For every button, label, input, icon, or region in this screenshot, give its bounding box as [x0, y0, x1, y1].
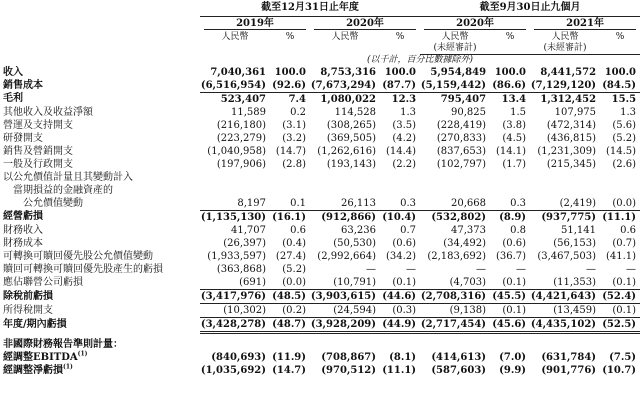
- row-label: [0, 276, 200, 290]
- amount-cell: [420, 338, 490, 351]
- percent-cell: 12.3: [391, 93, 417, 105]
- amount-cell: (102,797): [436, 158, 487, 170]
- percent-cell: (8.1): [389, 351, 417, 363]
- header-blank: [0, 31, 200, 43]
- percent-cell: (52.4): [600, 290, 640, 304]
- unit-rmb: 人民幣: [441, 31, 469, 42]
- row-label: [0, 132, 200, 145]
- amount-cell: [420, 171, 490, 184]
- amount-cell: (223,279): [216, 132, 266, 144]
- amount-cell: (363,868): [216, 263, 266, 275]
- row-label-text: 以公允價值計量且其變動計入: [3, 171, 133, 183]
- table-row: [0, 263, 640, 276]
- table-row: [0, 224, 640, 237]
- percent-cell: (34.2): [385, 250, 417, 262]
- amount-cell: (901,776): [541, 364, 597, 376]
- amount-cell: 11,589: [231, 106, 266, 118]
- row-label: [0, 106, 200, 119]
- year-label: 2020年: [424, 19, 526, 30]
- row-label: [0, 263, 200, 276]
- percent-cell: 1.3: [620, 106, 637, 118]
- amount-cell: —: [586, 263, 597, 275]
- percent-cell: —: [626, 263, 637, 275]
- amount-cell: (2,183,692): [427, 250, 487, 262]
- row-label-text: 贖回可轉換可贖回優先股產生的虧損: [3, 263, 163, 275]
- table-row: [0, 132, 640, 145]
- percent-cell: (3.2): [282, 132, 306, 144]
- row-label: [0, 158, 200, 171]
- percent-cell: (2.8): [282, 158, 306, 170]
- percent-cell: 0.2: [290, 106, 306, 118]
- unit-rmb: 人民幣: [551, 31, 579, 42]
- percent-cell: (0.3): [380, 304, 420, 318]
- amount-cell: (436,815): [546, 132, 597, 144]
- percent-cell: (4.5): [502, 132, 527, 144]
- row-label-text: 所得稅開支: [3, 304, 53, 316]
- percent-cell: —: [406, 263, 417, 275]
- table-row: [0, 304, 640, 318]
- header-blank: [0, 17, 200, 32]
- row-label: [0, 145, 200, 158]
- header-blank: [600, 43, 640, 55]
- percent-cell: [490, 338, 530, 351]
- row-label: [0, 237, 200, 250]
- percent-cell: (3.5): [392, 119, 417, 131]
- percent-cell: 1.5: [510, 106, 527, 118]
- percent-cell: (0.2): [270, 304, 310, 318]
- percent-cell: (0.1): [600, 304, 640, 318]
- percent-cell: (5.2): [612, 132, 637, 144]
- percent-cell: 0.8: [510, 224, 527, 236]
- amount-cell: (228,419): [436, 119, 487, 131]
- percent-cell: (14.7): [275, 145, 306, 157]
- row-label-text: 可轉換可贖回優先股公允價值變動: [3, 250, 153, 262]
- percent-cell: (16.1): [272, 211, 306, 223]
- percent-cell: 15.5: [611, 93, 637, 105]
- amount-cell: (6,516,954): [200, 79, 270, 93]
- amount-cell: (308,265): [326, 119, 376, 131]
- percent-cell: 0.7: [400, 224, 417, 236]
- percent-cell: (52.5): [600, 318, 640, 333]
- percent-cell: (3.8): [502, 119, 527, 131]
- amount-cell: (193,143): [326, 158, 376, 170]
- percent-cell: —: [516, 263, 527, 275]
- year-header: [200, 17, 310, 32]
- percent-cell: [490, 184, 530, 197]
- period-label: 截至12月31日止年度: [261, 2, 359, 13]
- amount-cell: (4,421,643): [530, 290, 600, 304]
- header-blank: [0, 0, 200, 17]
- row-label: [0, 224, 200, 237]
- amount-cell: (2,708,316): [420, 290, 490, 304]
- row-label-text: 一般及行政開支: [3, 158, 73, 170]
- table-row: [0, 184, 640, 197]
- row-label: [0, 93, 200, 107]
- row-label: [0, 318, 200, 333]
- table-row: [0, 276, 640, 290]
- percent-cell: (14.7): [272, 364, 306, 376]
- amount-cell: [310, 184, 380, 197]
- period-label: 截至9月30日止九個月: [479, 2, 581, 13]
- percent-cell: 0.3: [380, 197, 420, 211]
- year-label: 2019年: [204, 19, 306, 30]
- amount-cell: (472,314): [546, 119, 597, 131]
- amount-cell: (50,530): [333, 237, 376, 249]
- table-row: [0, 318, 640, 333]
- year-label: 2021年: [534, 19, 636, 30]
- percent-cell: (2.6): [612, 158, 637, 170]
- percent-cell: (0.0): [270, 276, 310, 290]
- amount-cell: (369,505): [326, 132, 376, 144]
- percent-cell: (0.1): [490, 304, 530, 318]
- percent-cell: (0.6): [502, 237, 527, 249]
- amount-cell: (2,992,664): [317, 250, 376, 262]
- amount-cell: 795,407: [440, 93, 487, 105]
- row-label: [0, 351, 200, 364]
- amount-cell: (708,867): [321, 351, 376, 363]
- amount-cell: (1,035,692): [200, 364, 266, 376]
- amount-cell: (970,512): [321, 364, 376, 376]
- amount-cell: (24,594): [310, 304, 380, 318]
- amount-cell: —: [366, 263, 376, 275]
- percent-cell: (11.1): [602, 211, 637, 223]
- percent-cell: (0.0): [600, 197, 640, 211]
- amount-cell: (1,040,958): [207, 145, 266, 157]
- percent-cell: (45.5): [490, 290, 530, 304]
- amount-cell: 7,040,361: [210, 66, 266, 78]
- amount-cell: (1,231,309): [537, 145, 597, 157]
- row-label-text: 除稅前虧損: [3, 290, 53, 302]
- percent-cell: (0.7): [612, 237, 637, 249]
- amount-cell: [530, 171, 600, 184]
- percent-cell: (48.5): [270, 290, 310, 304]
- amount-cell: (3,428,278): [200, 318, 270, 333]
- row-label: [0, 211, 200, 225]
- amount-cell: (2,717,454): [420, 318, 490, 333]
- amount-cell: (3,903,615): [310, 290, 380, 304]
- amount-cell: —: [476, 263, 487, 275]
- row-label-text: 應佔聯營公司虧損: [3, 276, 83, 288]
- row-label-text: 當期損益的金融資產的: [3, 184, 113, 196]
- percent-cell: [600, 171, 640, 184]
- amount-cell: (840,693): [211, 351, 266, 363]
- percent-cell: (44.6): [380, 290, 420, 304]
- unit-rmb: 人民幣: [331, 31, 359, 42]
- amount-cell: (691): [200, 276, 270, 290]
- percent-cell: (0.4): [282, 237, 306, 249]
- amount-cell: (4,435,102): [530, 318, 600, 333]
- table-row: [0, 79, 640, 93]
- year-header: [420, 17, 530, 32]
- table-row: [0, 250, 640, 263]
- row-label: [0, 250, 200, 263]
- row-label-text: 毛利: [3, 93, 23, 105]
- year-label: 2020年: [314, 19, 416, 30]
- amount-cell: 107,975: [554, 106, 597, 118]
- table-row: [0, 338, 640, 351]
- row-label-text: 財務收入: [3, 224, 43, 236]
- amount-cell: (26,397): [223, 237, 266, 249]
- header-blank: [200, 43, 420, 55]
- unit-pct: %: [395, 31, 405, 42]
- amount-cell: 63,236: [341, 224, 376, 236]
- percent-cell: (11.1): [382, 364, 417, 376]
- row-label: [0, 290, 200, 304]
- percent-cell: (86.6): [490, 79, 530, 93]
- table-row: [0, 171, 640, 184]
- percent-cell: 0.1: [270, 197, 310, 211]
- amount-cell: (4,703): [420, 276, 490, 290]
- percent-cell: (0.1): [490, 276, 530, 290]
- amount-cell: 8,441,572: [540, 66, 597, 78]
- percent-cell: (41.1): [605, 250, 637, 262]
- row-label-text: 年度/期內虧損: [3, 319, 67, 330]
- amount-cell: (270,833): [436, 132, 487, 144]
- amount-cell: 8,197: [200, 197, 270, 211]
- amount-cell: 1,312,452: [540, 93, 597, 105]
- row-label: [0, 304, 200, 318]
- amount-cell: 26,113: [310, 197, 380, 211]
- table-row: [0, 364, 640, 377]
- amount-cell: [530, 184, 600, 197]
- percent-cell: 0.6: [620, 224, 637, 236]
- amount-cell: 47,373: [451, 224, 487, 236]
- row-label-text: 經營虧損: [3, 211, 43, 223]
- year-header: [530, 17, 640, 32]
- percent-cell: [270, 171, 310, 184]
- percent-cell: (8.9): [499, 211, 527, 223]
- row-label: [0, 184, 200, 197]
- table-row: [0, 106, 640, 119]
- row-label-text: 銷售成本: [3, 79, 43, 91]
- row-label-text: 其他收入及收益淨額: [3, 106, 93, 118]
- amount-cell: (34,492): [443, 237, 487, 249]
- amount-cell: 51,141: [561, 224, 597, 236]
- percent-cell: 1.3: [400, 106, 417, 118]
- amount-cell: (56,153): [553, 237, 597, 249]
- row-label: [0, 119, 200, 132]
- percent-cell: (44.9): [380, 318, 420, 333]
- percent-cell: [270, 184, 310, 197]
- percent-cell: (0.1): [600, 276, 640, 290]
- amount-cell: 5,954,849: [430, 66, 487, 78]
- percent-cell: [380, 171, 420, 184]
- percent-cell: 100.0: [274, 66, 306, 78]
- table-row: [0, 93, 640, 107]
- footnote-marker: (1): [63, 363, 73, 371]
- percent-cell: 7.4: [288, 93, 306, 105]
- amount-cell: (3,467,503): [537, 250, 597, 262]
- table-row: [0, 145, 640, 158]
- table-row: [0, 158, 640, 171]
- percent-cell: [270, 338, 310, 351]
- unaudited-label: (未經審計): [420, 43, 490, 55]
- percent-cell: (14.5): [605, 145, 637, 157]
- table-row: [0, 119, 640, 132]
- percent-cell: (14.4): [385, 145, 417, 157]
- percent-cell: [600, 184, 640, 197]
- period-header-nine-months: [420, 0, 640, 17]
- percent-cell: (5.2): [282, 263, 306, 275]
- footnote-marker: (1): [77, 350, 88, 358]
- amount-cell: (2,419): [530, 197, 600, 211]
- amount-cell: (197,906): [216, 158, 266, 170]
- unit-pct: %: [505, 31, 515, 42]
- amount-cell: (10,302): [200, 304, 270, 318]
- row-label: [0, 66, 200, 79]
- table-row: [0, 351, 640, 364]
- amount-cell: [200, 171, 270, 184]
- percent-cell: 13.4: [501, 93, 527, 105]
- row-label: [0, 171, 200, 184]
- amount-cell: [200, 338, 270, 351]
- row-label: [0, 197, 200, 211]
- amount-cell: 1,080,022: [320, 93, 376, 105]
- percent-cell: (11.9): [272, 351, 306, 363]
- percent-cell: (7.0): [499, 351, 527, 363]
- amount-cell: 8,753,316: [320, 66, 376, 78]
- year-header: [310, 17, 420, 32]
- percent-cell: 0.3: [490, 197, 530, 211]
- percent-cell: (27.4): [275, 250, 306, 262]
- percent-cell: (2.2): [392, 158, 417, 170]
- amount-cell: (5,159,442): [420, 79, 490, 93]
- unit-pct: %: [615, 31, 625, 42]
- percent-cell: 100.0: [384, 66, 417, 78]
- percent-cell: (3.1): [282, 119, 306, 131]
- header-blank: [0, 55, 200, 67]
- percent-cell: [380, 184, 420, 197]
- row-label-text: 銷售及營銷開支: [3, 145, 73, 157]
- row-label: [0, 364, 200, 377]
- unit-pct: %: [285, 31, 295, 42]
- header-blank: [490, 43, 530, 55]
- amount-cell: [530, 338, 600, 351]
- percent-cell: 100.0: [494, 66, 527, 78]
- amount-cell: (587,603): [431, 364, 487, 376]
- amount-cell: (414,613): [431, 351, 487, 363]
- percent-cell: (36.7): [495, 250, 527, 262]
- amount-cell: 523,407: [220, 93, 266, 105]
- amount-cell: (10,791): [310, 276, 380, 290]
- percent-cell: (5.6): [612, 119, 637, 131]
- amount-cell: (3,417,976): [200, 290, 270, 304]
- row-label-text: 營運及支持開支: [3, 119, 73, 131]
- percent-cell: (7.5): [609, 351, 637, 363]
- percent-cell: (1.7): [502, 158, 527, 170]
- amount-cell: (216,180): [216, 119, 266, 131]
- percent-cell: (10.7): [602, 364, 637, 376]
- percent-cell: (48.7): [270, 318, 310, 333]
- amount-cell: [310, 338, 380, 351]
- table-row: [0, 290, 640, 304]
- percent-cell: 0.6: [290, 224, 306, 236]
- amount-cell: (9,138): [420, 304, 490, 318]
- amount-cell: 41,707: [231, 224, 266, 236]
- percent-cell: [380, 338, 420, 351]
- amount-cell: (11,353): [530, 276, 600, 290]
- amount-cell: 90,825: [451, 106, 487, 118]
- unit-rmb: 人民幣: [221, 31, 249, 42]
- percent-cell: (87.7): [380, 79, 420, 93]
- percent-cell: (4.2): [392, 132, 417, 144]
- table-row: [0, 66, 640, 79]
- row-label-text: 研發開支: [3, 132, 43, 144]
- table-row: [0, 197, 640, 211]
- row-label-text: 財務成本: [3, 237, 43, 249]
- amount-cell: (7,129,120): [530, 79, 600, 93]
- amount-cell: [310, 171, 380, 184]
- unaudited-label: (未經審計): [530, 43, 600, 55]
- header-blank: [0, 43, 200, 55]
- table-row: [0, 237, 640, 250]
- amount-cell: (3,928,209): [310, 318, 380, 333]
- amount-cell: (937,775): [541, 211, 597, 223]
- amount-cell: [200, 184, 270, 197]
- row-label-text: 經調整EBITDA: [3, 351, 78, 363]
- amount-cell: (837,653): [436, 145, 487, 157]
- amount-cell: (1,262,616): [317, 145, 376, 157]
- percent-cell: (45.6): [490, 318, 530, 333]
- percent-cell: (0.6): [392, 237, 417, 249]
- amount-cell: (1,135,130): [200, 211, 266, 223]
- amount-cell: (215,345): [546, 158, 597, 170]
- amount-cell: [420, 184, 490, 197]
- amount-cell: (1,933,597): [207, 250, 266, 262]
- units-note: (以千計，百分比數據除外): [367, 55, 474, 65]
- row-label: [0, 79, 200, 93]
- row-label-text: 收入: [3, 66, 23, 78]
- row-label-text: 經調整淨虧損: [3, 364, 63, 376]
- amount-cell: 20,668: [420, 197, 490, 211]
- amount-cell: (912,866): [321, 211, 376, 223]
- percent-cell: (14.1): [495, 145, 527, 157]
- percent-cell: (10.4): [382, 211, 417, 223]
- amount-cell: (13,459): [530, 304, 600, 318]
- row-label-text: 非國際財務報告準則計量：: [3, 338, 123, 350]
- percent-cell: 100.0: [604, 66, 637, 78]
- percent-cell: (9.9): [499, 364, 527, 376]
- amount-cell: (7,673,294): [310, 79, 380, 93]
- table-row: [0, 211, 640, 225]
- percent-cell: [600, 338, 640, 351]
- period-header-annual: [200, 0, 420, 17]
- amount-cell: (631,784): [541, 351, 597, 363]
- percent-cell: [490, 171, 530, 184]
- percent-cell: (92.6): [270, 79, 310, 93]
- percent-cell: (0.1): [380, 276, 420, 290]
- row-label-text: 公允價值變動: [3, 197, 83, 209]
- amount-cell: (532,802): [431, 211, 487, 223]
- percent-cell: (84.5): [600, 79, 640, 93]
- row-label: [0, 338, 200, 351]
- amount-cell: 114,528: [334, 106, 376, 118]
